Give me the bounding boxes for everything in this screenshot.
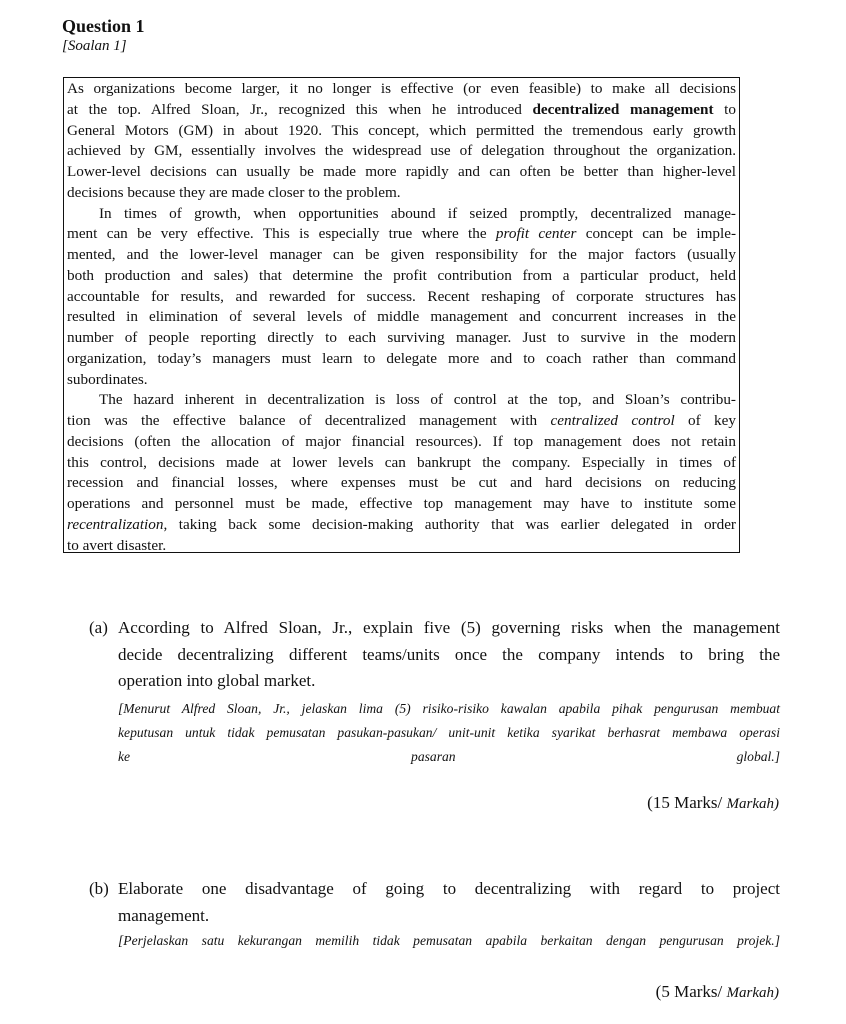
passage-line: this control, decisions made at lower levels can bankrupt the company. Especially in times of xyxy=(67,453,736,471)
passage-line: decisions (often the allocation of major financial resources). If top management does not retain xyxy=(67,432,736,450)
question-part-b xyxy=(89,876,780,953)
passage-line: tion was the effective balance of decentralized management with centralized control of key xyxy=(67,412,736,429)
part-a-translation: [Menurut Alfred Sloan, Jr., jelaskan lima (5) risiko-risiko kawalan apabila pihak pengurusan membuat keputusan untuk tidak pemusatan pasukan-pasukan/ unit-unit ketika syarikat berhasrat membawa operasi ke pasaran global.] xyxy=(118,700,780,765)
part-a-line: decide decentralizing different teams/units once the company intends to bring the xyxy=(118,644,780,664)
part-a-label: (a) xyxy=(89,618,108,637)
passage-line: The hazard inherent in decentralization is loss of control at the top, and Sloan’s contribu- xyxy=(99,391,736,409)
passage-emphasis: centralized control xyxy=(550,412,675,429)
passage-line: achieved by GM, essentially involves the widespread use of delegation throughout the organization. xyxy=(67,142,736,160)
question-subtitle: [Soalan 1] xyxy=(62,38,127,54)
part-b-label: (b) xyxy=(89,879,109,898)
question-title: Question 1 xyxy=(62,16,145,36)
passage-line: accountable for results, and rewarded for success. Recent reshaping of corporate structures has xyxy=(67,287,736,305)
part-b-marks: (5 Marks/ Markah) xyxy=(655,982,779,1001)
passage-line: recession and financial losses, where expenses must be cut and hard decisions on reducing xyxy=(67,474,736,492)
part-a-marks: (15 Marks/ Markah) xyxy=(647,793,779,812)
passage-line: resulted in elimination of several levels of middle management and concurrent increases in the xyxy=(67,308,736,326)
passage-line: recentralization, taking back some decision-making authority that was earlier delegated in order xyxy=(67,515,736,533)
question-part-a xyxy=(89,615,780,769)
passage-line: to avert disaster. xyxy=(67,536,167,554)
passage-line: mented, and the lower-level manager can be given responsibility for the major factors (usually xyxy=(67,246,736,263)
passage-line: As organizations become larger, it no longer is effective (or even feasible) to make all decisions xyxy=(67,80,736,97)
passage-line: General Motors (GM) in about 1920. This concept, which permitted the tremendous early growth xyxy=(67,121,736,139)
passage-emphasis: decentralized management xyxy=(532,100,714,118)
passage-line: subordinates. xyxy=(67,370,148,388)
passage-line: Lower-level decisions can usually be made more rapidly and can often be better than higher-level xyxy=(67,163,736,180)
part-a-line: operation into global market. xyxy=(118,671,316,690)
passage-line: at the top. Alfred Sloan, Jr., recognized this when he introduced decentralized management to xyxy=(67,100,736,118)
passage-box xyxy=(63,77,740,553)
part-a-line: According to Alfred Sloan, Jr., explain five (5) governing risks when the management xyxy=(118,618,780,637)
part-b-translation: [Perjelaskan satu kekurangan memilih tidak pemusatan apabila berkaitan dengan pengurusan projek.] xyxy=(118,933,780,948)
passage-line: number of people reporting directly to each surviving manager. Just to survive in the modern xyxy=(67,329,736,346)
passage-line: organization, today’s managers must learn to delegate more and to coach rather than command xyxy=(67,349,736,367)
passage-line: both production and sales) that determine the profit contribution from a particular product, held xyxy=(67,266,736,284)
part-b-line: management. xyxy=(118,905,210,925)
passage-line: In times of growth, when opportunities abound if seized promptly, decentralized manage- xyxy=(99,204,736,222)
passage-line: operations and personnel must be made, effective top management may have to institute some xyxy=(67,495,736,512)
passage-emphasis: recentralization xyxy=(67,515,164,533)
part-b-line: Elaborate one disadvantage of going to decentralizing with regard to project xyxy=(118,879,780,898)
passage-line: decisions because they are made closer to the problem. xyxy=(67,183,401,201)
passage-emphasis: profit center xyxy=(495,225,577,243)
passage-line: ment can be very effective. This is especially true where the profit center concept can be imple- xyxy=(67,225,737,243)
